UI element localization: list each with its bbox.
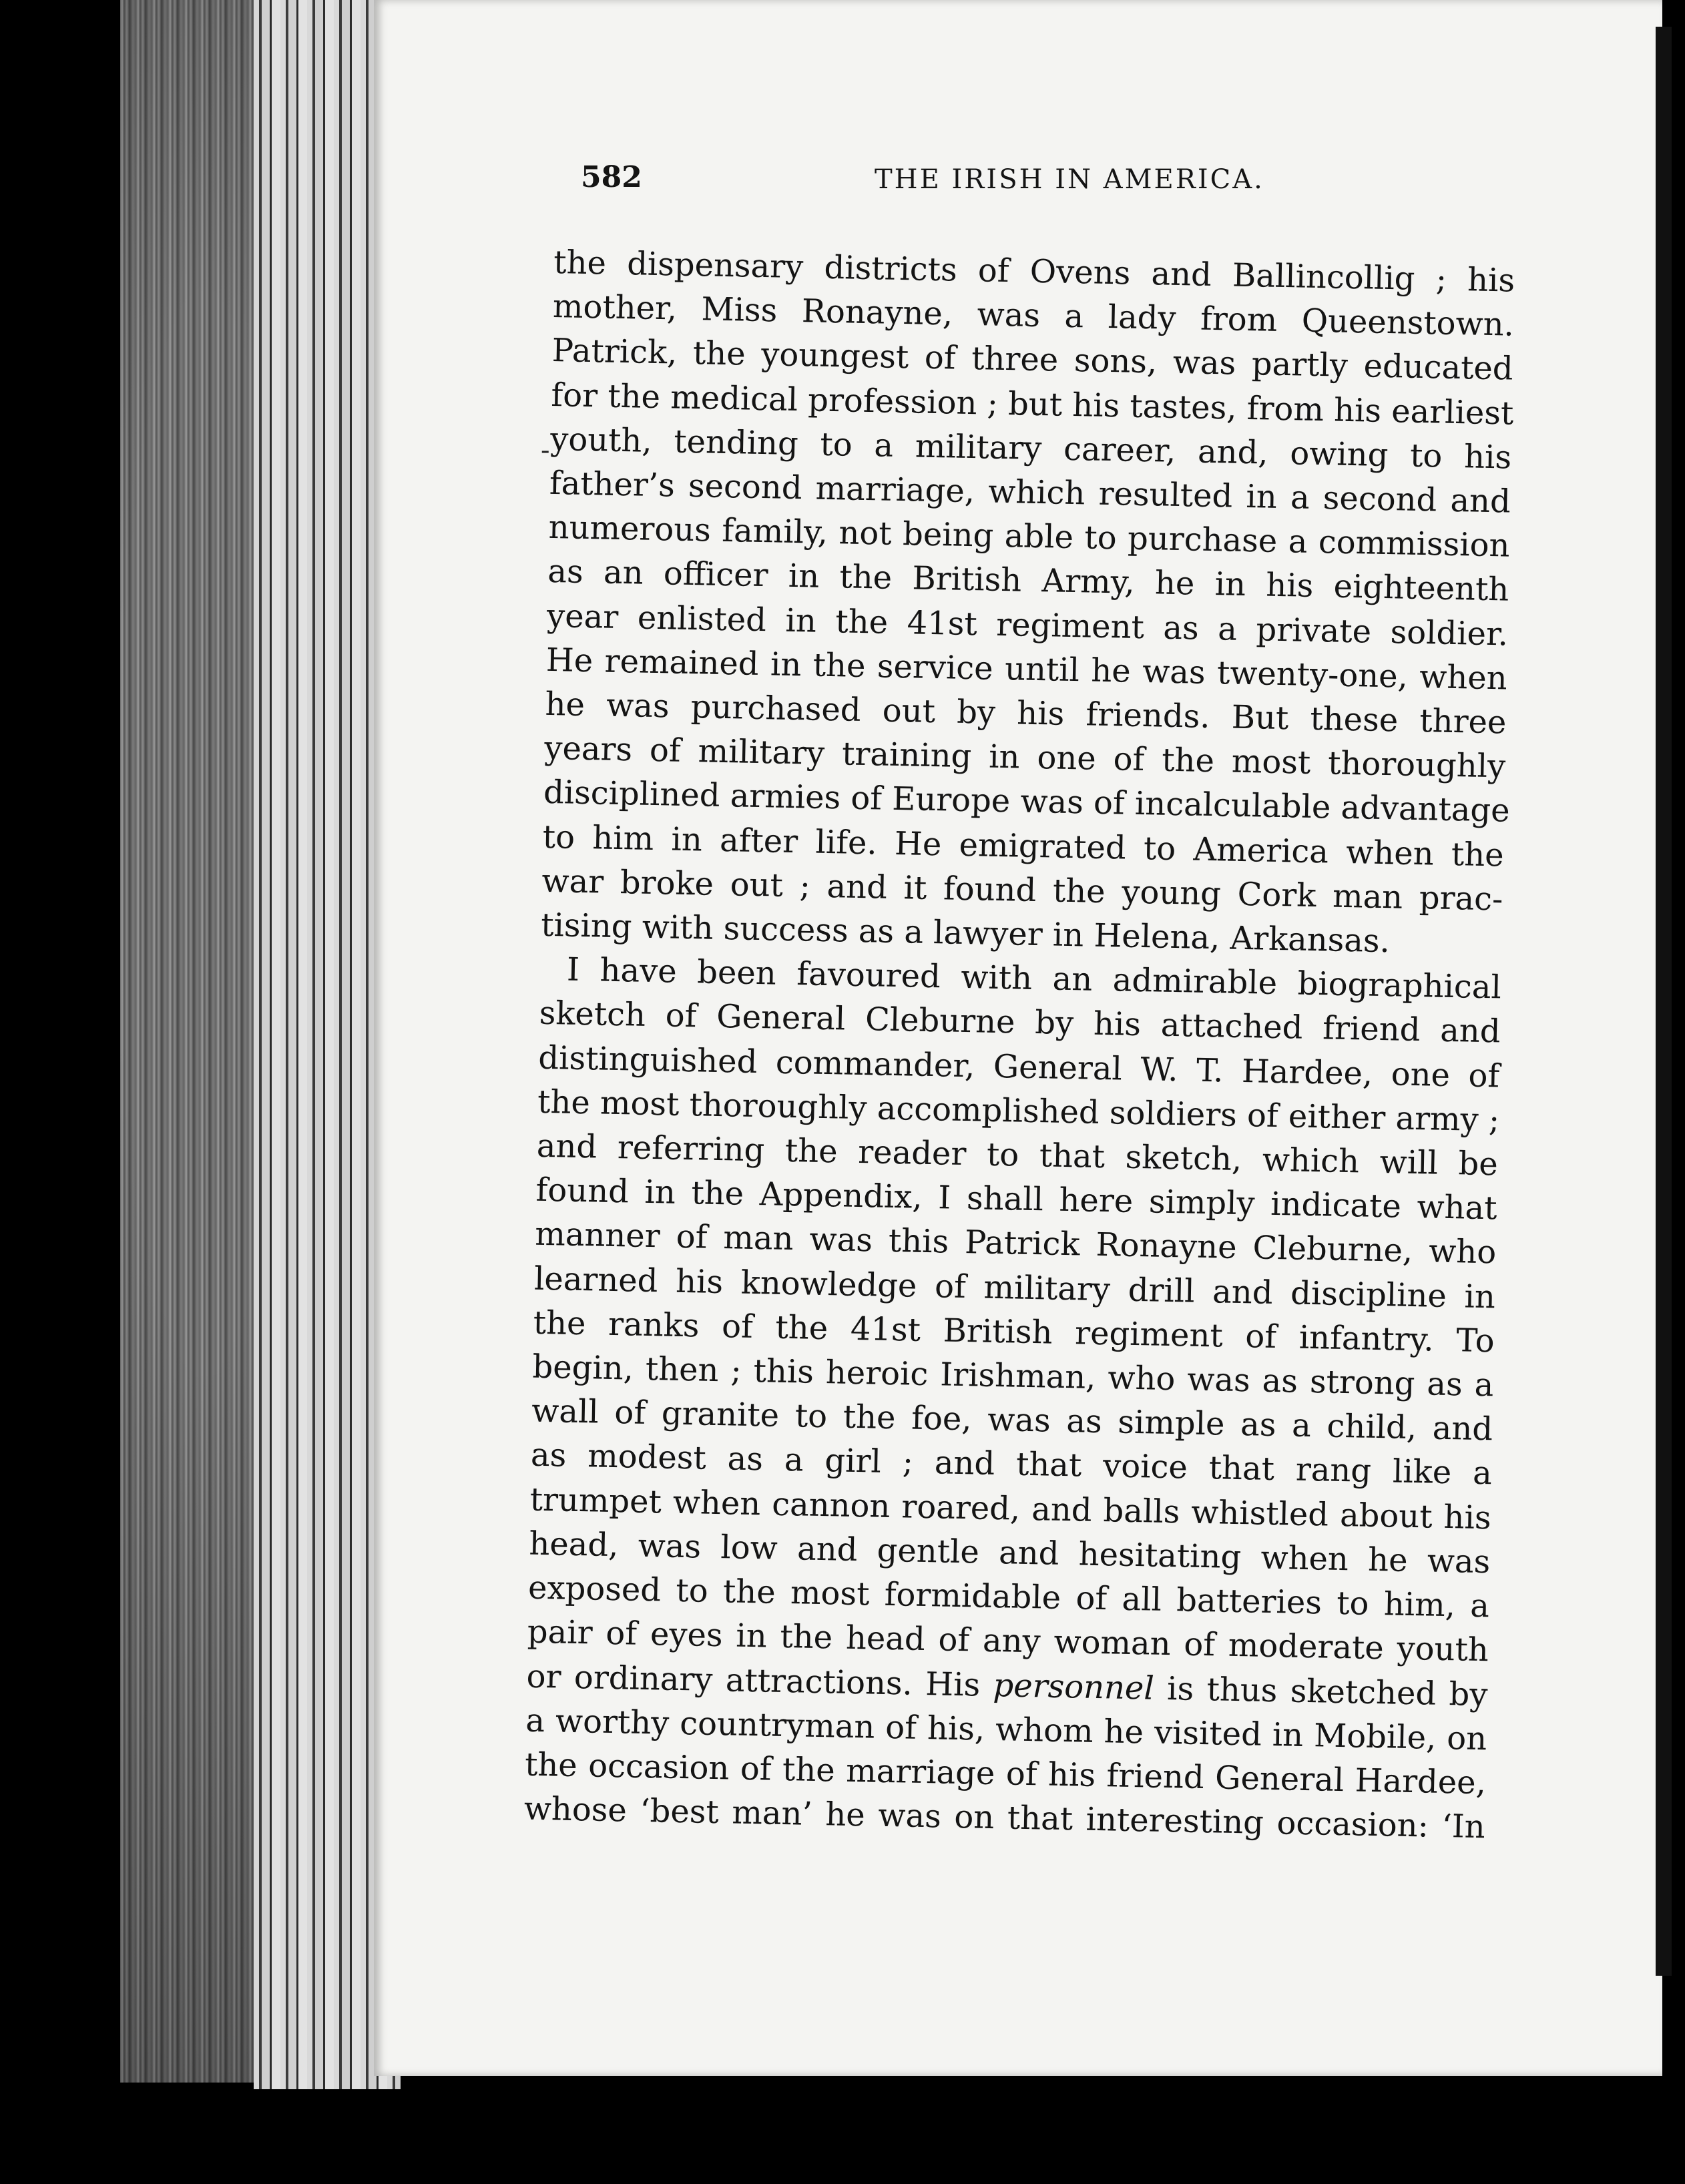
text-line: wall of granite to the foe, was as simple as a child, and <box>531 1392 1493 1448</box>
text-segment: is thus sketched by <box>1154 1669 1488 1713</box>
text-line: the dispensary districts of Ovens and Ballincollig ; his <box>553 243 1515 300</box>
margin-mark: - <box>541 435 550 466</box>
right-page-edge <box>1656 27 1672 1976</box>
text-line: the occasion of the marriage of his friend General Hardee, <box>524 1745 1487 1802</box>
text-line: begin, then ; this heroic Irishman, who was as strong as a <box>532 1348 1494 1404</box>
text-line: mother, Miss Ronayne, was a lady from Queenstown. <box>552 288 1515 344</box>
text-line: and referring the reader to that sketch, which will be <box>536 1127 1499 1183</box>
text-line: father’s second marriage, which resulted in a second and <box>549 464 1511 521</box>
text-segment: or ordinary attractions. His <box>526 1657 994 1704</box>
text-line: pair of eyes in the head of any woman of moderate youth <box>527 1613 1489 1669</box>
page-header <box>581 160 1264 200</box>
paragraph-2 <box>523 947 1501 1849</box>
text-line: learned his knowledge of military drill and discipline in <box>533 1260 1496 1316</box>
text-line: to him in after life. He emigrated to America when the <box>542 818 1505 874</box>
text-line: youth, tending to a military career, and, owing to his <box>549 420 1512 477</box>
text-line: He remained in the service until he was twenty-one, when <box>545 641 1508 698</box>
text-line: found in the Appendix, I shall here simply indicate what <box>535 1171 1497 1227</box>
text-line: the ranks of the 41st British regiment of infantry. To <box>533 1304 1495 1360</box>
running-title: THE IRISH IN AMERICA. <box>875 164 1264 195</box>
text-line: year enlisted in the 41st regiment as a private soldier. <box>546 597 1509 653</box>
text-line: whose ‘best man’ he was on that interesting occasion: ‘In <box>523 1790 1486 1846</box>
text-line: he was purchased out by his friends. But these three <box>545 685 1507 742</box>
text-line: I have been favoured with an admirable biographical <box>566 950 1502 1007</box>
text-line: Patrick, the youngest of three sons, was partly educated <box>551 332 1514 388</box>
text-line: as modest as a girl ; and that voice that rang like a <box>530 1436 1493 1492</box>
text-line: head, was low and gentle and hesitating when he was <box>528 1525 1491 1581</box>
text-line: trumpet when cannon roared, and balls whistled about his <box>529 1480 1492 1537</box>
page-number: 582 <box>581 160 642 194</box>
text-line: manner of man was this Patrick Ronayne Cleburne, who <box>534 1215 1497 1272</box>
book-page <box>374 0 1662 2076</box>
text-line: disciplined armies of Europe was of incalculable advantage <box>543 774 1511 830</box>
italic-word: personnel <box>993 1666 1155 1707</box>
body-text <box>523 240 1515 1850</box>
text-line: exposed to the most formidable of all batteries to him, a <box>527 1569 1490 1625</box>
text-line: a worthy countryman of his, whom he visited in Mobile, on <box>525 1701 1487 1757</box>
text-line: for the medical profession ; but his tastes, from his earliest <box>551 376 1514 433</box>
text-line: tising with success as a lawyer in Helena, Arkansas. <box>540 906 1391 961</box>
text-line: distinguished commander, General W. T. Hardee, one of <box>537 1039 1500 1095</box>
text-line: numerous family, not being able to purchase a commission <box>548 509 1511 565</box>
text-line: the most thoroughly accomplished soldiers of either army ; <box>537 1083 1500 1139</box>
paragraph-1 <box>541 240 1515 966</box>
text-line: as an officer in the British Army, he in his eighteenth <box>547 553 1509 609</box>
text-line: sketch of General Cleburne by his attached friend and <box>539 995 1501 1051</box>
text-line: war broke out ; and it found the young Cork man prac- <box>541 862 1503 918</box>
text-line: years of military training in one of the most thoroughly <box>543 730 1506 786</box>
